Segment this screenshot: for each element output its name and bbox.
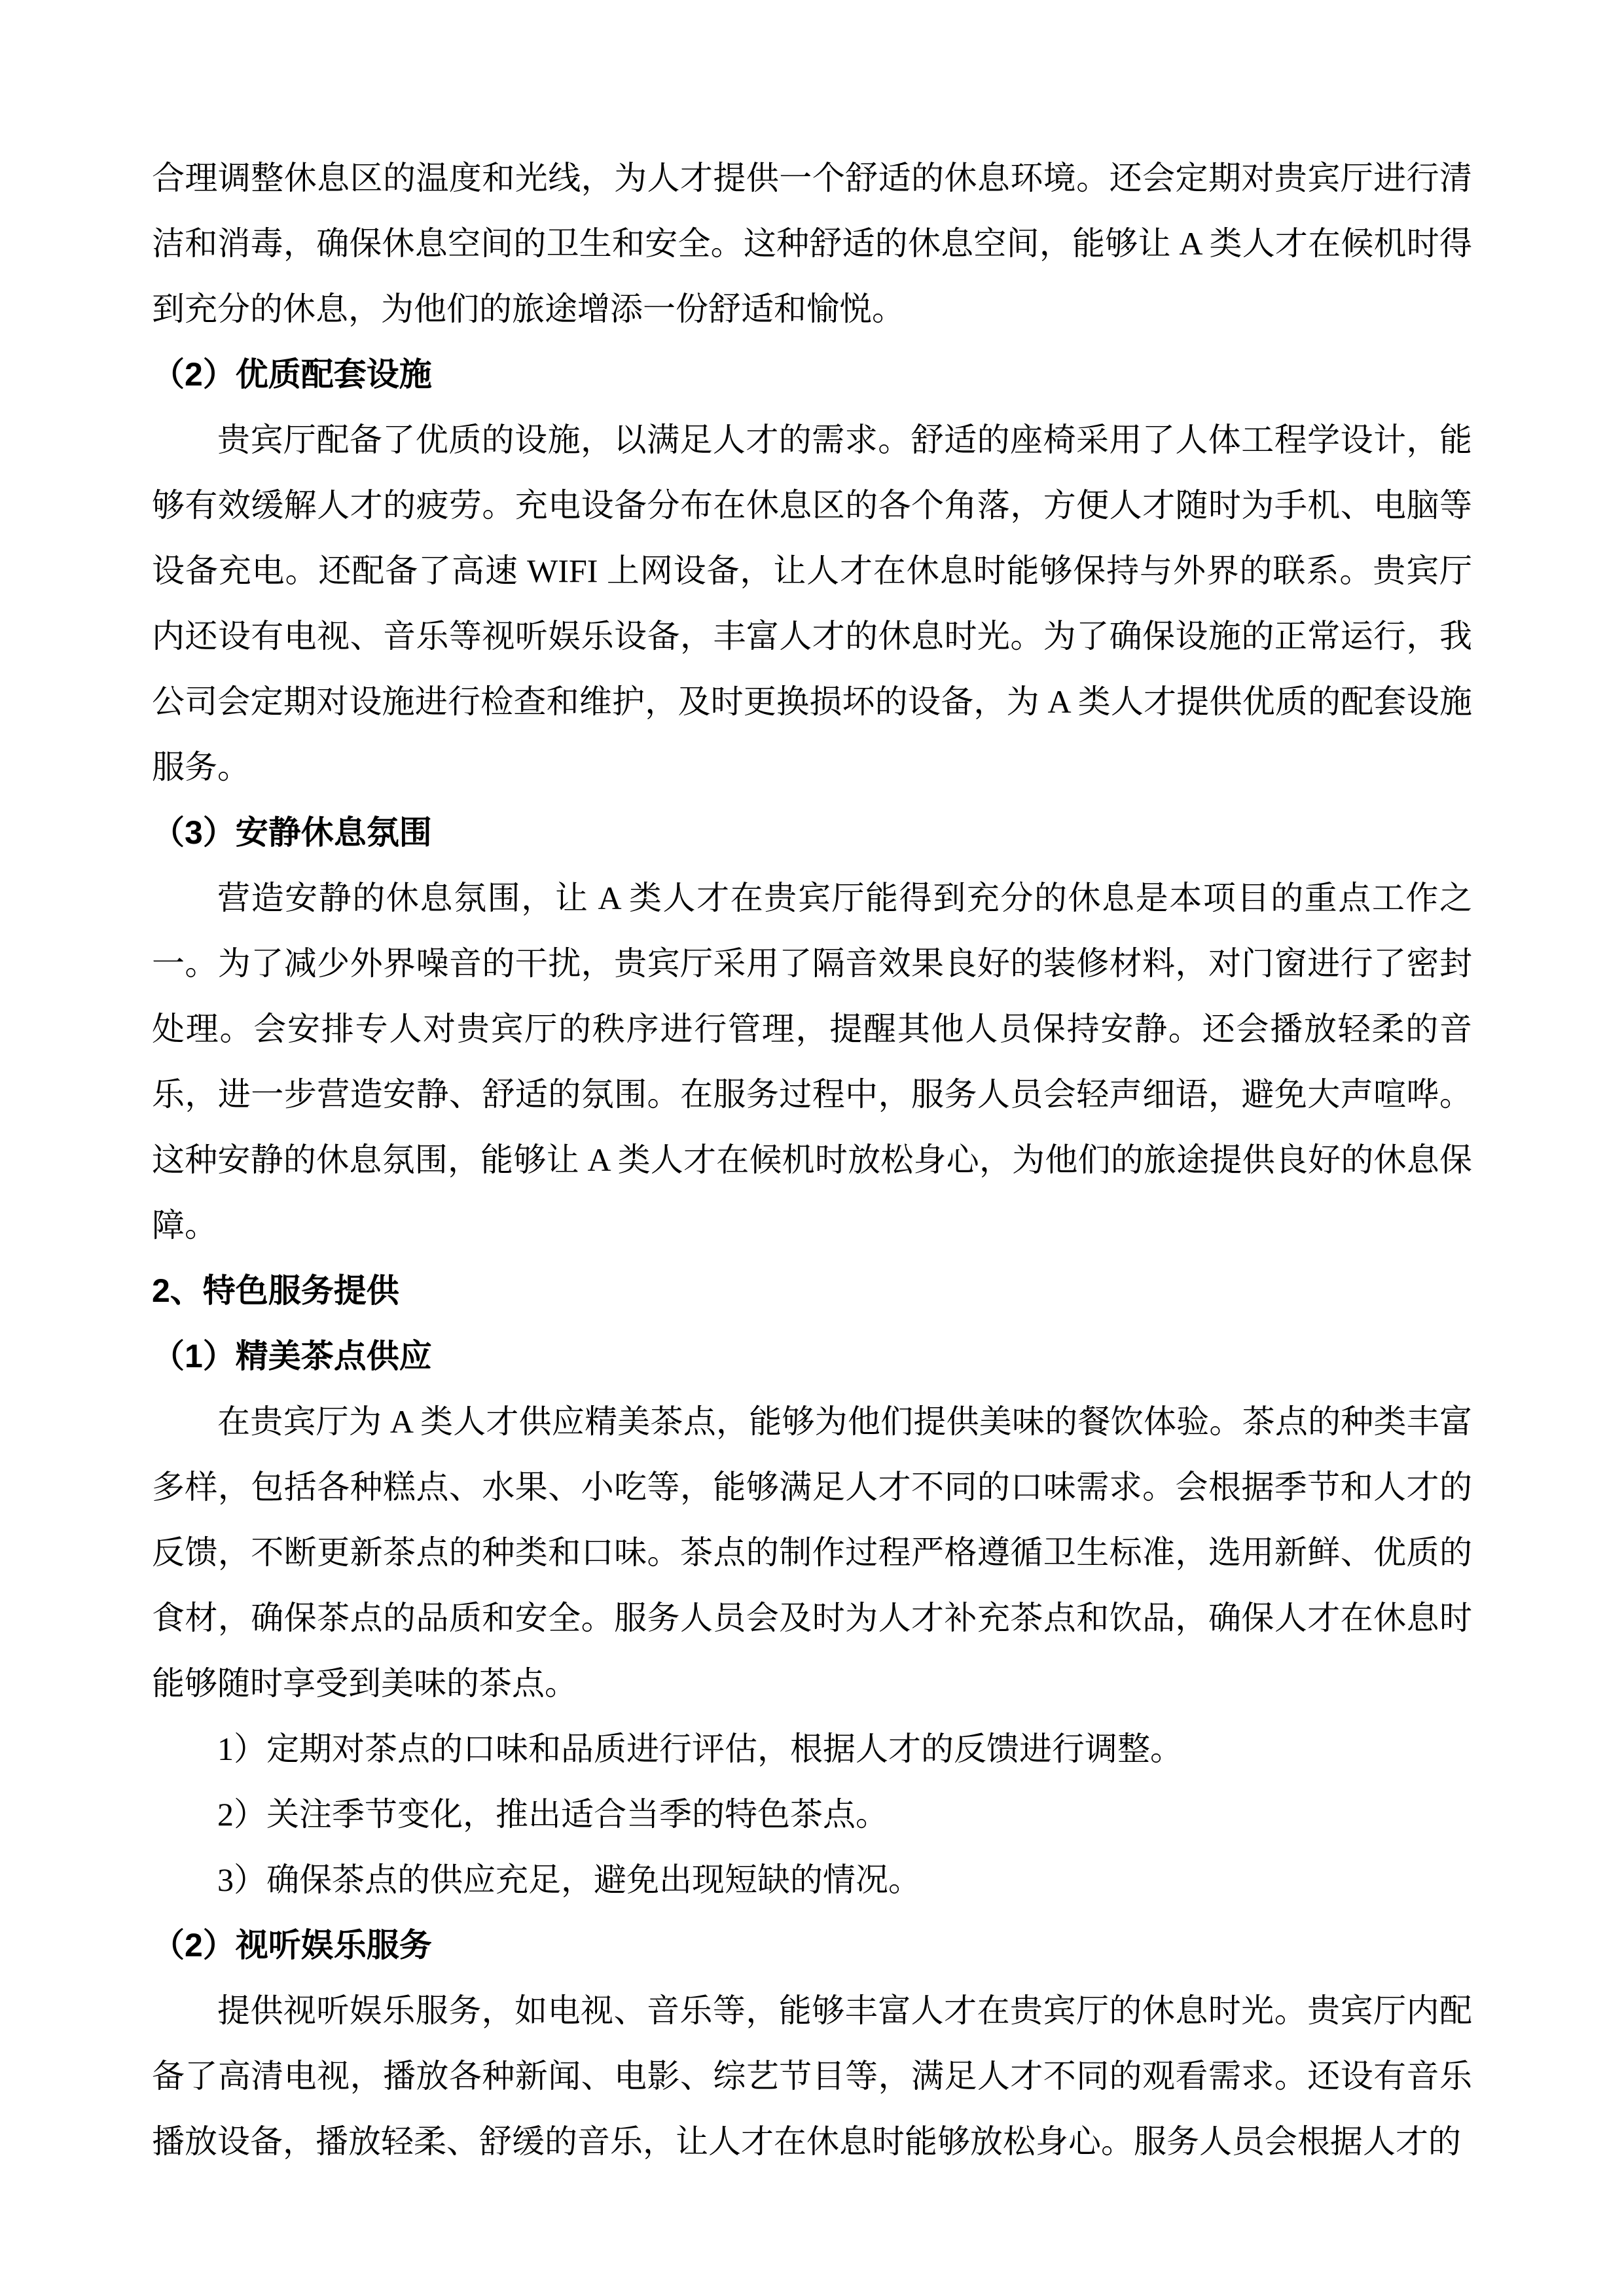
- section-heading-premium-facilities: （2）优质配套设施: [152, 356, 432, 393]
- paragraph-refreshments: 在贵宾厅为 A 类人才供应精美茶点，能够为他们提供美味的餐饮体验。茶点的种类丰富多样，包括各种糕点、水果、小吃等，能够满足人才不同的口味需求。会根据季节和人才的反馈，不断更新茶点的种类和口味。茶点的制作过程严格遵循卫生标准，选用新鲜、优质的食材，确保茶点的品质和安全。服务人员会及时为人才补充茶点和饮品，确保人才在休息时能够随时享受到美味的茶点。: [152, 1403, 1472, 1702]
- chapter-heading-special-services: 2、特色服务提供: [152, 1272, 399, 1309]
- list-item-2: 2）关注季节变化，推出适合当季的特色茶点。: [217, 1796, 888, 1833]
- paragraph-av-entertainment: 提供视听娱乐服务，如电视、音乐等，能够丰富人才在贵宾厅的休息时光。贵宾厅内配备了高清电视，播放各种新闻、电影、综艺节目等，满足人才不同的观看需求。还设有音乐播放设备，播放轻柔、舒缓的音乐，让人才在休息时能够放松身心。服务人员会根据人才的: [152, 1992, 1472, 2160]
- section-heading-quiet-atmosphere: （3）安静休息氛围: [152, 814, 432, 851]
- paragraph-continuation: 合理调整休息区的温度和光线，为人才提供一个舒适的休息环境。还会定期对贵宾厅进行清洁和消毒，确保休息空间的卫生和安全。这种舒适的休息空间，能够让 A 类人才在候机时得到充分的休息，为他们的旅途增添一份舒适和愉悦。: [152, 160, 1472, 327]
- list-item-3: 3）确保茶点的供应充足，避免出现短缺的情况。: [217, 1861, 921, 1898]
- list-item-1: 1）定期对茶点的口味和品质进行评估，根据人才的反馈进行调整。: [217, 1731, 1183, 1767]
- paragraph-premium-facilities: 贵宾厅配备了优质的设施，以满足人才的需求。舒适的座椅采用了人体工程学设计，能够有效缓解人才的疲劳。充电设备分布在休息区的各个角落，方便人才随时为手机、电脑等设备充电。还配备了高速 WIFI 上网设备，让人才在休息时能够保持与外界的联系。贵宾厅内还设有电视、音乐等视听娱乐设备，丰富人才的休息时光。为了确保设施的正常运行，我公司会定期对设施进行检查和维护，及时更换损坏的设备，为 A 类人才提供优质的配套设施服务。: [152, 422, 1472, 785]
- section-heading-av-entertainment: （2）视听娱乐服务: [152, 1927, 432, 1964]
- section-heading-refreshments: （1）精美茶点供应: [152, 1338, 432, 1374]
- paragraph-quiet-atmosphere: 营造安静的休息氛围，让 A 类人才在贵宾厅能得到充分的休息是本项目的重点工作之一。为了减少外界噪音的干扰，贵宾厅采用了隔音效果良好的装修材料，对门窗进行了密封处理。会安排专人对贵宾厅的秩序进行管理，提醒其他人员保持安静。还会播放轻柔的音乐，进一步营造安静、舒适的氛围。在服务过程中，服务人员会轻声细语，避免大声喧哗。这种安静的休息氛围，能够让 A 类人才在候机时放松身心，为他们的旅途提供良好的休息保障。: [152, 880, 1472, 1244]
